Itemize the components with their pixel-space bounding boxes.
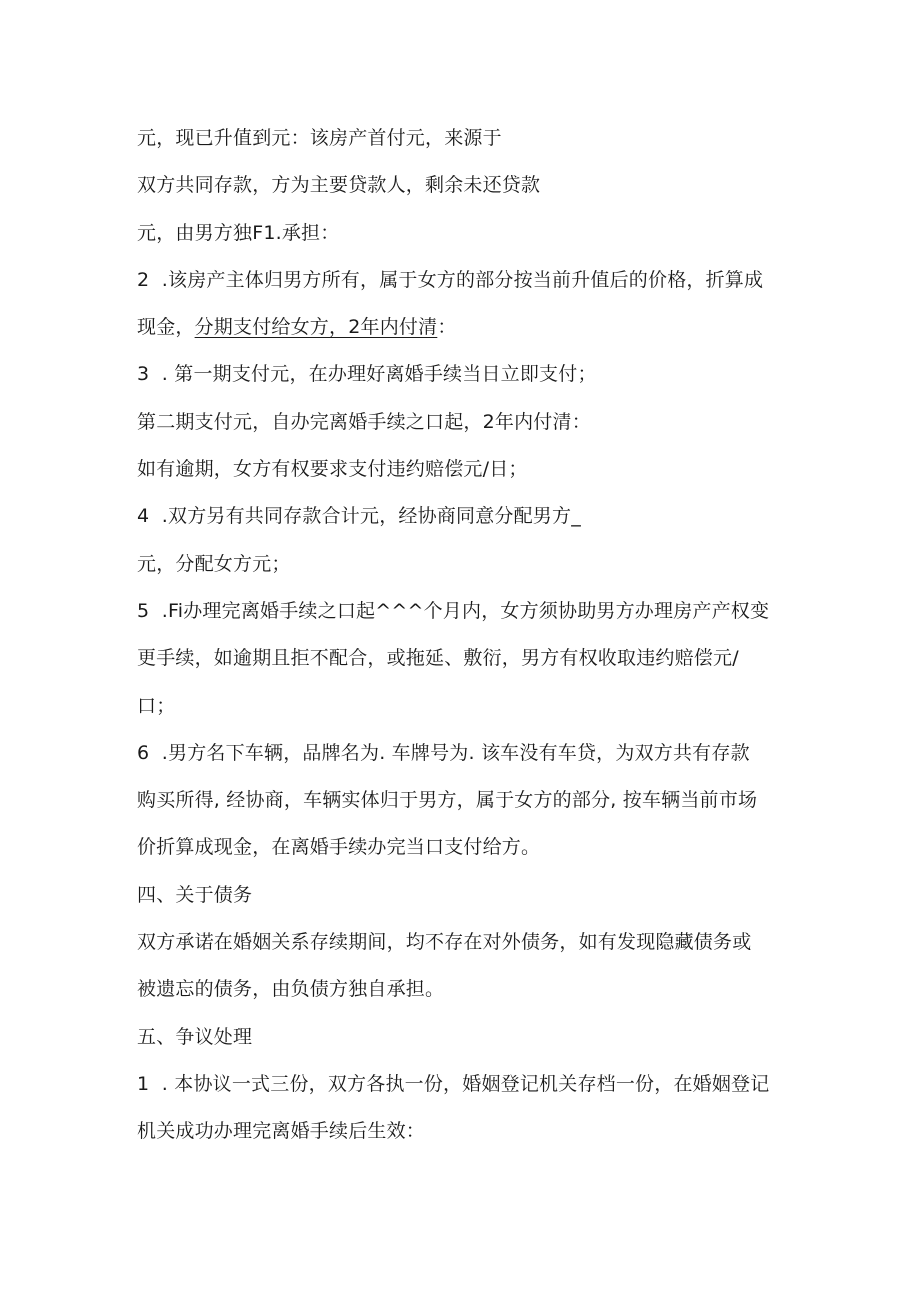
clause-4-line: 4 .双方另有共同存款合计元，经协商同意分配男方_: [137, 505, 581, 528]
text-line: 价折算成现金，在离婚手续办完当口支付给方。: [137, 836, 541, 859]
text-line: 双方承诺在婚姻关系存续期间，均不存在对外债务，如有发现隐藏债务或: [137, 931, 752, 954]
text-line: 元，现已升值到元：该房产首付元，来源于: [137, 127, 502, 149]
clause-5-line: 5 .Fi办理完离婚手续之口起^^^个月内，女方须协助男方办理房产产权变: [137, 599, 770, 622]
text-span: ：: [437, 316, 457, 339]
text-line: 元，分配女方元；: [137, 552, 291, 575]
text-line: 更手续，如逾期且拒不配合，或拖延、敷衍，男方有权收取违约赔偿元/: [137, 647, 739, 670]
section-heading-debts: 四、关于债务: [137, 883, 253, 906]
underlined-text: 分期支付给女方，2年内付清: [194, 316, 438, 339]
section-heading-disputes: 五、争议处理: [137, 1025, 253, 1048]
clause-2-continuation: [137, 310, 817, 357]
text-line: 购买所得, 经协商，车辆实体归于男方，属于女方的部分, 按车辆当前市场: [137, 789, 758, 812]
text-line: 口；: [137, 694, 176, 717]
text-line: 机关成功办理完离婚手续后生效：: [137, 1120, 426, 1143]
clause-6-line: 6 .男方名下车辆，品牌名为. 车牌号为. 该车没有车贷，为双方共有存款: [137, 741, 750, 764]
text-line: 双方共同存款，方为主要贷款人，剩余未还贷款: [137, 174, 541, 197]
clause-3-line: 3 . 第一期支付元，在办理好离婚手续当日立即支付；: [137, 363, 597, 386]
text-line: 第二期支付元，自办完离婚手续之口起，2年内付清：: [137, 410, 591, 433]
text-span: 现金，: [137, 316, 195, 339]
text-line: 元，由男方独F1.承担：: [137, 221, 340, 244]
clause-1-line: 1 . 本协议一式三份，双方各执一份，婚姻登记机关存档一份，在婚姻登记: [137, 1072, 770, 1095]
document-body: [137, 121, 817, 1162]
text-line: 如有逾期，女方有权要求支付违约赔偿元/日；: [137, 458, 528, 481]
text-line: 被遗忘的债务，由负债方独自承担。: [137, 978, 445, 1001]
clause-2-line: 2 .该房产主体归男方所有，属于女方的部分按当前升值后的价格，折算成: [137, 268, 764, 291]
